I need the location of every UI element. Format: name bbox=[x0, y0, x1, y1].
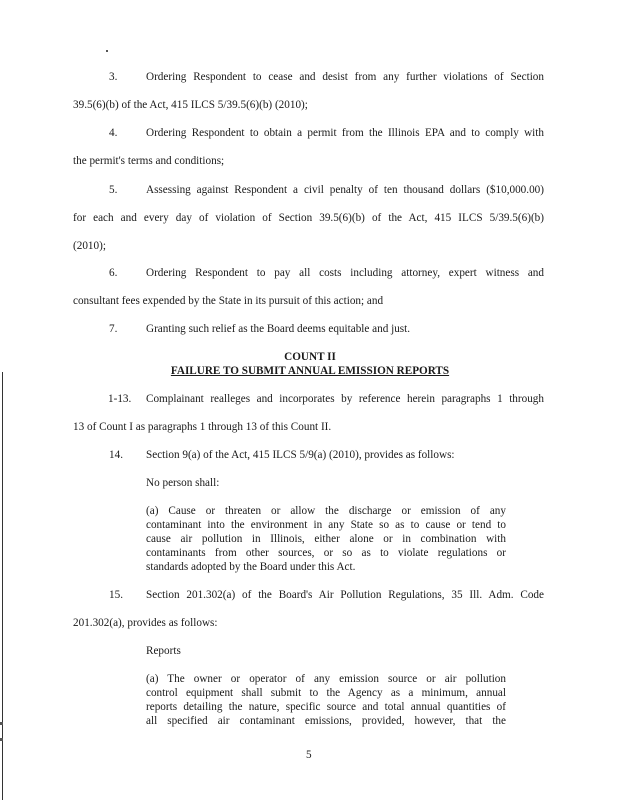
block-quote-line: (a) The owner or operator of any emission source or air pollution bbox=[146, 673, 506, 685]
paragraph-text: the permit's terms and conditions; bbox=[73, 155, 225, 167]
paragraph-text: 201.302(a), provides as follows: bbox=[73, 617, 218, 629]
block-quote-line: control equipment shall submit to the Agency as a minimum, annual bbox=[146, 687, 506, 699]
paragraph-text: Ordering Respondent to cease and desist from any further violations of Section bbox=[146, 71, 544, 83]
block-quote-intro: No person shall: bbox=[146, 477, 220, 489]
paragraph-number: 14. bbox=[109, 449, 123, 461]
paragraph-number: 6. bbox=[109, 267, 118, 279]
block-quote-line: all specified air contaminant emissions, provided, however, that the bbox=[146, 715, 506, 727]
paragraph-text: 39.5(6)(b) of the Act, 415 ILCS 5/39.5(6)(b) (2010); bbox=[73, 99, 308, 111]
page-number: 5 bbox=[306, 749, 312, 761]
scan-speck bbox=[106, 50, 108, 52]
block-quote-line: cause air pollution in Illinois, either alone or in combination with bbox=[146, 533, 506, 545]
paragraph-text: Complainant realleges and incorporates by reference herein paragraphs 1 through bbox=[146, 393, 544, 405]
count-subheading-text: FAILURE TO SUBMIT ANNUAL EMISSION REPORTS bbox=[170, 365, 450, 377]
paragraph-text: (2010); bbox=[73, 240, 106, 252]
count-heading: COUNT II bbox=[284, 351, 336, 363]
paragraph-text: for each and every day of violation of Section 39.5(6)(b) of the Act, 415 ILCS 5/39.5(6)(b) bbox=[73, 212, 544, 224]
block-quote-intro: Reports bbox=[146, 645, 181, 657]
paragraph-text: Section 201.302(a) of the Board's Air Pollution Regulations, 35 Ill. Adm. Code bbox=[146, 589, 544, 601]
scan-edge-line bbox=[2, 372, 3, 800]
paragraph-text: Section 9(a) of the Act, 415 ILCS 5/9(a) (2010), provides as follows: bbox=[146, 449, 455, 461]
paragraph-number: 1-13. bbox=[108, 393, 132, 405]
paragraph-text: 13 of Count I as paragraphs 1 through 13 of this Count II. bbox=[73, 421, 332, 433]
paragraph-text: Granting such relief as the Board deems equitable and just. bbox=[146, 323, 411, 335]
block-quote-line: contaminant into the environment in any State so as to cause or tend to bbox=[146, 519, 506, 531]
paragraph-number: 5. bbox=[109, 184, 118, 196]
paragraph-number: 15. bbox=[109, 589, 123, 601]
paragraph-text: Ordering Respondent to obtain a permit from the Illinois EPA and to comply with bbox=[146, 127, 544, 139]
block-quote-line: standards adopted by the Board under this Act. bbox=[146, 561, 356, 573]
paragraph-number: 4. bbox=[109, 127, 118, 139]
scan-speck bbox=[0, 722, 3, 725]
block-quote-line: (a) Cause or threaten or allow the discharge or emission of any bbox=[146, 505, 506, 517]
paragraph-number: 3. bbox=[109, 71, 118, 83]
paragraph-number: 7. bbox=[109, 323, 118, 335]
paragraph-text: Ordering Respondent to pay all costs including attorney, expert witness and bbox=[146, 267, 544, 279]
scan-speck bbox=[0, 738, 3, 741]
paragraph-text: Assessing against Respondent a civil penalty of ten thousand dollars ($10,000.00) bbox=[146, 184, 544, 196]
block-quote-line: contaminants from other sources, or so as to violate regulations or bbox=[146, 547, 506, 559]
paragraph-text: consultant fees expended by the State in its pursuit of this action; and bbox=[73, 295, 384, 307]
count-subheading bbox=[0, 364, 620, 378]
block-quote-line: reports detailing the nature, specific source and total annual quantities of bbox=[146, 701, 506, 713]
